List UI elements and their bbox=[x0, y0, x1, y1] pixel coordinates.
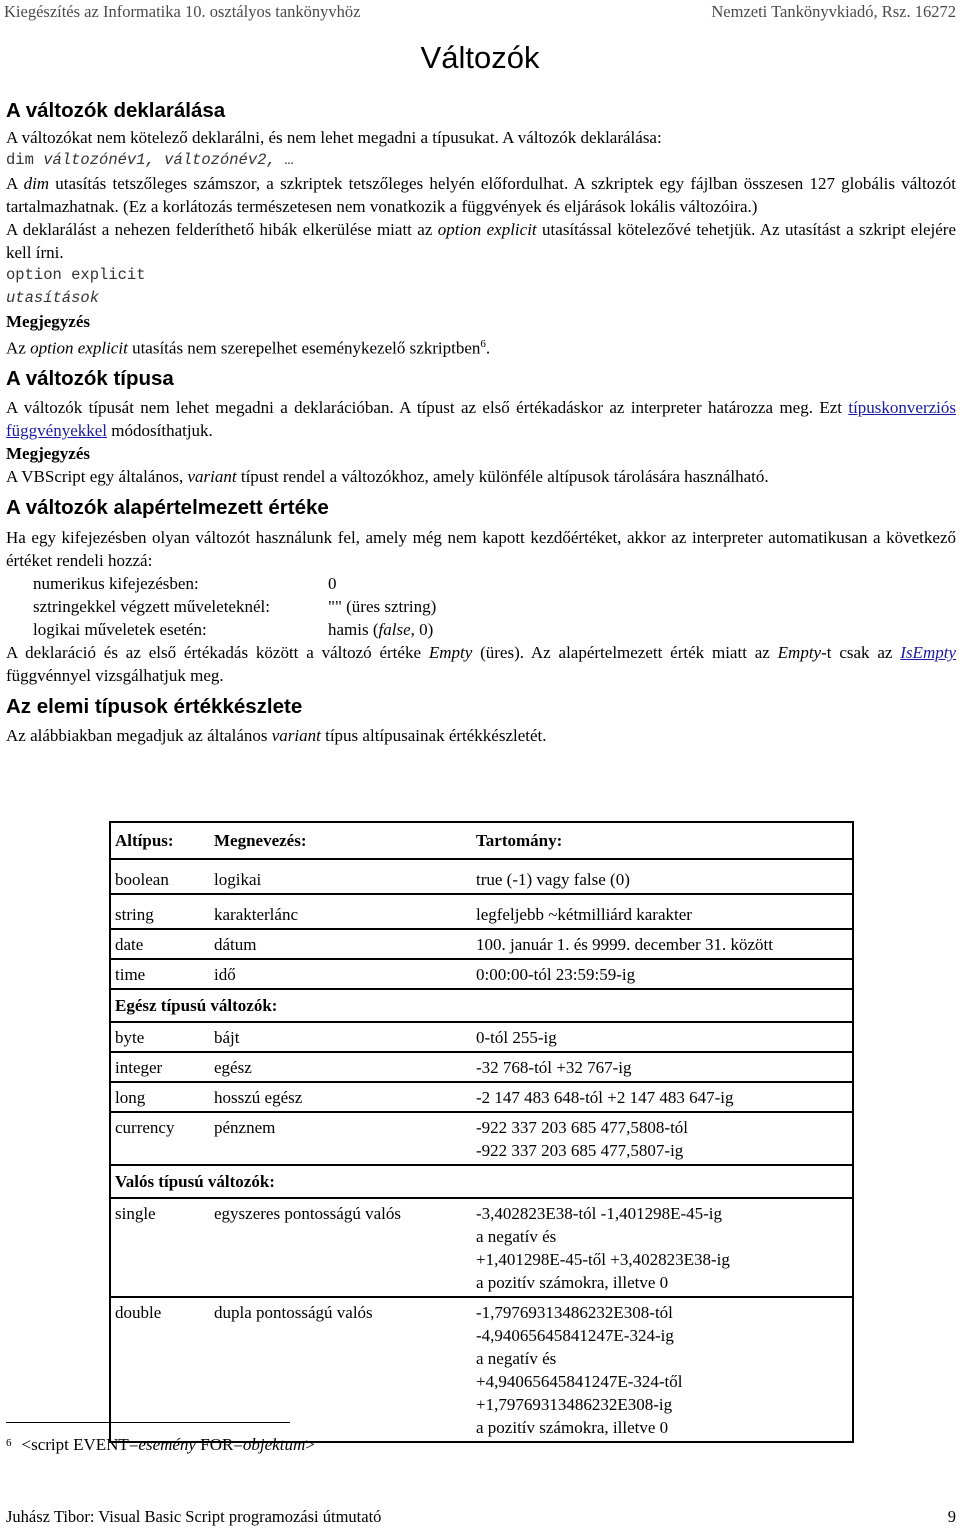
range-line: -4,94065645841247E-324-ig bbox=[476, 1326, 674, 1345]
note-label-2: Megjegyzés bbox=[6, 443, 91, 463]
option-explicit-paragraph: A deklarálást a nehezen felderíthető hibák elkerülése miatt az option explicit utasítással kötelezővé tehetjük. Az utasítást a szkript elejére kell írni. bbox=[6, 220, 957, 262]
heading-type: A változók típusa bbox=[6, 366, 174, 390]
cell-type: boolean bbox=[110, 859, 210, 894]
cell-name: karakterlánc bbox=[210, 894, 472, 929]
cell-name: hosszú egész bbox=[210, 1082, 472, 1112]
type-conversion-link[interactable]: típuskonverziós függvényekkel bbox=[6, 397, 956, 440]
default-key: numerikus kifejezésben: bbox=[33, 573, 199, 593]
cell-range: 0-tól 255-ig bbox=[472, 1022, 853, 1052]
list-item bbox=[33, 572, 436, 595]
dim-paragraph: A dim utasítás tetszőleges számszor, a szkriptek tetszőleges helyén előfordulhat. A szkriptek egy fájlban összesen 127 globális változót tartalmazhatnak. (Ez a korlátozás természetesen nem vonatkozik a függvények és eljárások lokális változóira.) bbox=[6, 174, 956, 216]
range-line: a pozitív számokra, illetve 0 bbox=[476, 1418, 669, 1437]
cell-type: long bbox=[110, 1082, 210, 1112]
note-text-2: A VBScript egy általános, variant típust rendel a változókhoz, amely különféle altípusok tárolására használható. bbox=[6, 466, 769, 486]
table-row bbox=[110, 894, 853, 929]
column-header: Tartomány: bbox=[472, 822, 853, 859]
default-key: logikai műveletek esetén: bbox=[33, 619, 207, 639]
list-item bbox=[33, 618, 436, 641]
cell-type: single bbox=[110, 1198, 210, 1297]
cell-range: true (-1) vagy false (0) bbox=[472, 859, 853, 894]
isempty-link[interactable]: IsEmpty bbox=[900, 642, 956, 662]
subtype-table bbox=[109, 821, 854, 1443]
table-row bbox=[110, 1198, 853, 1297]
heading-default: A változók alapértelmezett értéke bbox=[6, 495, 329, 519]
table-row bbox=[110, 1022, 853, 1052]
cell-name: pénznem bbox=[210, 1112, 472, 1165]
code-statements: utasítások bbox=[6, 289, 100, 307]
table-section-row bbox=[110, 1165, 853, 1198]
range-line: -1,79769313486232E308-tól bbox=[476, 1303, 673, 1322]
page-number: 9 bbox=[947, 1507, 956, 1526]
cell-range: 0:00:00-tól 23:59:59-ig bbox=[472, 959, 853, 989]
range-line: +1,401298E-45-től +3,402823E38-ig bbox=[476, 1250, 730, 1269]
range-line: a pozitív számokra, illetve 0 bbox=[476, 1273, 669, 1292]
header-book-title: Kiegészítés az Informatika 10. osztályos tankönyvhöz bbox=[4, 2, 361, 21]
footnote-number: 6 bbox=[6, 1437, 12, 1449]
footer-author: Juhász Tibor: Visual Basic Script programozási útmutató bbox=[6, 1507, 382, 1526]
cell-range: legfeljebb ~kétmilliárd karakter bbox=[472, 894, 853, 929]
header-publisher: Nemzeti Tankönyvkiadó, Rsz. 16272 bbox=[711, 2, 956, 21]
table-section-row bbox=[110, 989, 853, 1022]
declaration-intro: A változókat nem kötelező deklarálni, és nem lehet megadni a típusukat. A változók deklarálása: bbox=[6, 128, 662, 147]
range-line: -922 337 203 685 477,5807-ig bbox=[476, 1141, 684, 1160]
cell-type: string bbox=[110, 894, 210, 929]
section-label-real: Valós típusú változók: bbox=[110, 1165, 853, 1198]
cell-type: currency bbox=[110, 1112, 210, 1165]
type-paragraph: A változók típusát nem lehet megadni a deklarációban. A típust az első értékadáskor az interpreter határozza meg. Ezt típuskonverziós függvényekkel módosíthatjuk. bbox=[6, 397, 956, 440]
cell-type: byte bbox=[110, 1022, 210, 1052]
list-item bbox=[33, 595, 436, 618]
cell-range: 100. január 1. és 9999. december 31. között bbox=[472, 929, 853, 959]
footnote-ref[interactable]: 6 bbox=[480, 338, 486, 350]
cell-type: time bbox=[110, 959, 210, 989]
cell-name: logikai bbox=[210, 859, 472, 894]
elementary-intro: Az alábbiakban megadjuk az általános variant típus altípusainak értékkészletét. bbox=[6, 725, 547, 745]
table-row bbox=[110, 959, 853, 989]
range-line: -3,402823E38-tól -1,401298E-45-ig bbox=[476, 1204, 722, 1223]
cell-name: dupla pontosságú valós bbox=[214, 1303, 373, 1322]
cell-name: dátum bbox=[210, 929, 472, 959]
footnote: $^6$ <script EVENT=esemény FOR=objektum> bbox=[6, 1435, 315, 1454]
default-key: sztringekkel végzett műveleteknél: bbox=[33, 596, 270, 616]
table-row bbox=[110, 929, 853, 959]
table-header-row bbox=[110, 822, 853, 859]
column-header: Megnevezés: bbox=[210, 822, 472, 859]
code-dim: dim változónév1, változónév2, … bbox=[6, 151, 295, 169]
default-values-list bbox=[33, 572, 436, 641]
page-title: Változók bbox=[420, 40, 540, 75]
range-line: a negatív és bbox=[476, 1227, 557, 1246]
cell-name: egész bbox=[210, 1052, 472, 1082]
note-label-1: Megjegyzés bbox=[6, 312, 91, 331]
default-intro: Ha egy kifejezésben olyan változót használunk fel, amely még nem kapott kezdőértéket, akkor az interpreter automatikusan a következő értéket rendeli hozzá: bbox=[6, 527, 956, 570]
default-value: "" (üres sztring) bbox=[328, 596, 437, 616]
column-header: Altípus: bbox=[110, 822, 210, 859]
cell-range bbox=[472, 1297, 853, 1442]
cell-name: idő bbox=[210, 959, 472, 989]
code-option-explicit: option explicit bbox=[6, 266, 146, 284]
default-value: 0 bbox=[328, 573, 337, 593]
table-row bbox=[110, 1297, 853, 1442]
cell-name: egyszeres pontosságú valós bbox=[210, 1198, 472, 1297]
note-text-1: Az option explicit utasítás nem szerepelhet eseménykezelő szkriptben$^6$. bbox=[6, 338, 491, 358]
cell-name: bájt bbox=[210, 1022, 472, 1052]
cell-range: -2 147 483 648-tól +2 147 483 647-ig bbox=[472, 1082, 853, 1112]
table-row bbox=[110, 1052, 853, 1082]
range-line: +4,94065645841247E-324-től bbox=[476, 1372, 683, 1391]
heading-declaration: A változók deklarálása bbox=[6, 99, 226, 122]
table-row bbox=[110, 1112, 853, 1165]
range-line: a negatív és bbox=[476, 1349, 557, 1368]
cell-range bbox=[472, 1112, 853, 1165]
footnote-divider bbox=[6, 1422, 290, 1423]
section-label-integer: Egész típusú változók: bbox=[110, 989, 853, 1022]
range-line: -922 337 203 685 477,5808-tól bbox=[476, 1118, 689, 1137]
table-row bbox=[110, 1082, 853, 1112]
default-value: hamis (false, 0) bbox=[328, 619, 434, 639]
empty-paragraph: A deklaráció és az első értékadás között a változó értéke Empty (üres). Az alapértelmezett érték miatt az Empty-t csak az IsEmpty függvénnyel vizsgálhatjuk meg. bbox=[6, 642, 956, 685]
cell-range bbox=[472, 1198, 853, 1297]
cell-range: -32 768-tól +32 767-ig bbox=[472, 1052, 853, 1082]
heading-elementary-types: Az elemi típusok értékkészlete bbox=[6, 694, 303, 718]
cell-type: double bbox=[115, 1303, 162, 1322]
cell-type: integer bbox=[110, 1052, 210, 1082]
table-row bbox=[110, 859, 853, 894]
main-content bbox=[6, 98, 956, 747]
cell-type: date bbox=[110, 929, 210, 959]
range-line: +1,79769313486232E308-ig bbox=[476, 1395, 673, 1414]
